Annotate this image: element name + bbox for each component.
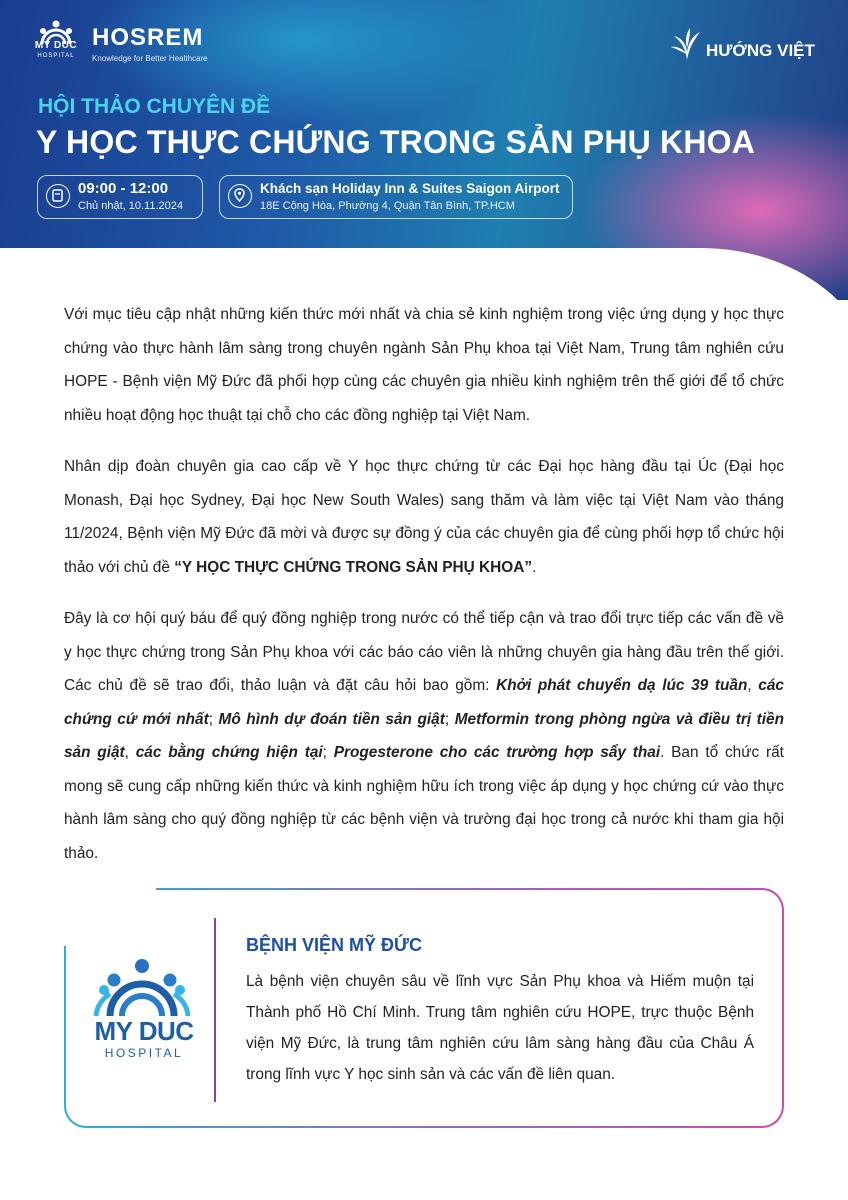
box-divider bbox=[214, 918, 216, 1102]
event-header bbox=[0, 0, 848, 300]
event-address: 18E Cộng Hòa, Phường 4, Quận Tân Bình, TP.HCM bbox=[260, 200, 515, 212]
event-venue: Khách sạn Holiday Inn & Suites Saigon Airport bbox=[260, 181, 560, 196]
event-time-pill bbox=[37, 175, 203, 219]
topic-separator: ; bbox=[444, 710, 455, 728]
box-corner-cut bbox=[62, 886, 156, 946]
topic-item: các bằng chứng hiện tại bbox=[135, 744, 323, 761]
event-time: 09:00 - 12:00 bbox=[78, 180, 169, 197]
my-duc-logo-subtext: HOSPITAL bbox=[37, 53, 75, 59]
hospital-description: Là bệnh viện chuyên sâu về lĩnh vực Sản Phụ khoa và Hiếm muộn tại Thành phố Hồ Chí Minh. Trung tâm nghiên cứu HOPE, trực thuộc Bệnh viện Mỹ Đức, là trung tâm nghiên cứu lâm sàng hàng đầu của Châu Á trong lĩnh vực Y học sinh sản và các vấn đề liên quan. bbox=[246, 973, 754, 1083]
hospital-name: BỆNH VIỆN MỸ ĐỨC bbox=[246, 935, 422, 955]
paragraph-occasion-end: . bbox=[532, 558, 537, 576]
event-date: Chủ nhật, 10.11.2024 bbox=[78, 200, 183, 212]
topic-item: Khởi phát chuyển dạ lúc 39 tuần bbox=[496, 677, 748, 694]
topics-intro: Đây là cơ hội quý báu để quý đồng nghiệp trong nước có thể tiếp cận và trao đổi trực tiếp các vấn đề về y học thực chứng trong Sản Phụ khoa với các báo cáo viên là những chuyên gia hàng đầu trên thế giới. Các chủ đề sẽ trao đổi, thảo luận và đặt câu hỏi bao gồm: bbox=[64, 610, 784, 694]
paragraph-topics bbox=[64, 602, 784, 870]
huong-viet-logo-text: HƯỚNG VIỆT bbox=[706, 41, 815, 60]
paragraph-occasion bbox=[64, 450, 784, 584]
calendar-icon bbox=[46, 184, 70, 208]
box-logo-subtext: HOSPITAL bbox=[104, 1046, 184, 1060]
hosrem-tagline: Knowledge for Better Healthcare bbox=[92, 54, 208, 63]
huong-viet-leaf-icon bbox=[670, 26, 704, 62]
event-venue-pill bbox=[219, 175, 573, 219]
event-description bbox=[64, 298, 784, 888]
topics-closing: . Ban tổ chức rất mong sẽ cung cấp những kiến thức và kinh nghiệm hữu ích trong việc áp dụng y học chứng cứ vào thực hành lâm sàng cho quý đồng nghiệp từ các bệnh viện và trường đại học trong cả nước khi tham gia hội thảo. bbox=[64, 744, 784, 862]
my-duc-logo-text: MY DUC bbox=[34, 40, 78, 51]
topic-item: các chứng cứ mới nhất bbox=[64, 677, 784, 728]
event-kicker: HỘI THẢO CHUYÊN ĐỀ bbox=[38, 95, 271, 118]
paragraph-intro: Với mục tiêu cập nhật những kiến thức mới nhất và chia sẻ kinh nghiệm trong việc ứng dụng y học thực chứng vào thực hành lâm sàng trong chuyên ngành Sản Phụ khoa tại Việt Nam, Trung tâm nghiên cứu HOPE - Bệnh viện Mỹ Đức đã phối hợp cùng các chuyên gia nhiều kinh nghiệm trên thế giới để tổ chức nhiều hoạt động học thuật tại chỗ cho các đồng nghiệp tại Việt Nam. bbox=[64, 306, 784, 424]
hospital-info-box bbox=[64, 888, 784, 1128]
box-logo-name: MY DUC bbox=[94, 1016, 194, 1046]
topic-separator: , bbox=[124, 744, 136, 761]
topic-item: Mô hình dự đoán tiền sản giật bbox=[218, 710, 445, 728]
topic-separator: ; bbox=[322, 744, 334, 761]
hosrem-logo: HOSREM bbox=[92, 24, 204, 51]
paragraph-occasion-text: Nhân dịp đoàn chuyên gia cao cấp về Y học thực chứng từ các Đại học hàng đầu tại Úc (Đại học Monash, Đại học Sydney, Đại học New South Wales) sang thăm và làm việc tại Việt Nam vào tháng 11/2024, Bệnh viện Mỹ Đức đã mời và được sự đồng ý của các chuyên gia để cùng phối hợp tổ chức hội thảo với chủ đề bbox=[64, 458, 784, 576]
location-pin-icon bbox=[228, 184, 252, 208]
event-title: Y HỌC THỰC CHỨNG TRONG SẢN PHỤ KHOA bbox=[36, 124, 756, 160]
topic-item: Metformin trong phòng ngừa và điều trị tiền sản giật bbox=[64, 710, 785, 761]
header-wave-divider bbox=[0, 248, 848, 300]
topic-item: Progesterone cho các trường hợp sẩy thai bbox=[333, 744, 661, 761]
topic-separator: ; bbox=[208, 710, 219, 728]
event-theme-highlight: “Y HỌC THỰC CHỨNG TRONG SẢN PHỤ KHOA” bbox=[174, 558, 533, 576]
topic-separator: , bbox=[747, 677, 759, 694]
